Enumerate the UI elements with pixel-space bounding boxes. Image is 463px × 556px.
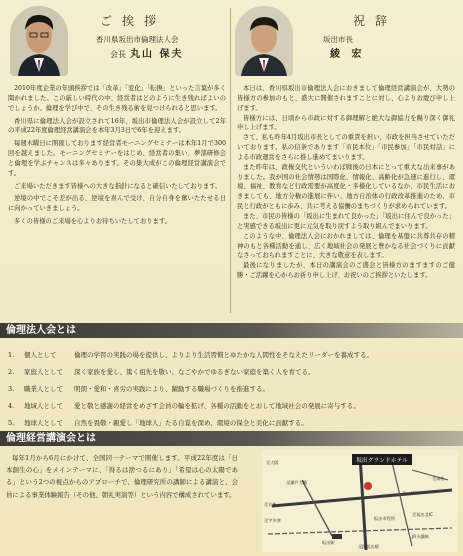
map-label: 至高松 [432, 476, 445, 481]
principle-item [8, 414, 458, 431]
chairman-name: 丸山 保夫 [130, 49, 184, 60]
greeting-heading: ご挨拶 [100, 14, 167, 28]
congrats-paragraph: 本日は、香川県坂出市倫理法人会におきまして倫理経営講演会が、大勢の皆様方の参加のもと、盛大に開催されますことに対し、心よりお慶び申し上げます。 [237, 85, 455, 112]
principle-text: 自然を畏敬・親愛し「地球人」たる自覚を深め、環境の保全と美化に貢献する。 [74, 419, 308, 427]
map-label: 坂出駅 [322, 540, 335, 545]
map-label: 至坂出北IC [412, 512, 433, 517]
map-label: JR予讃線 [412, 534, 429, 539]
principle-title: 職業人として [24, 385, 63, 393]
lecture-section-title: 倫理経営講演会とは [0, 431, 463, 446]
hotel-label: 坂出グランドホテル [352, 454, 412, 465]
greeting-paragraph: ご来場いただきます皆様への大きな指針になると確信いたしております。 [14, 182, 222, 190]
mayor-photo [235, 6, 293, 76]
mayor-title: 坂出市長 [323, 35, 353, 44]
map-label: 至大阪 [266, 460, 279, 465]
map-label: 坂出市役所 [374, 516, 395, 521]
map-label: ローソン [402, 490, 419, 495]
congrats-paragraph: このような中、倫理法人会におかれましては、倫理を基盤に共尊共存の精神のもと各種活動を通し、広く地域社会の発展と豊かなる社会づくりに貢献なさっておられますことに、大きな敬意を表します。 [237, 232, 455, 260]
principle-title: 個人として [24, 351, 57, 359]
principle-title: 地域人として [24, 402, 63, 410]
congrats-paragraph: さて、私も昨年4月坂出市長としての重責を担い、市政を担当させていただいております。私の信条であります「市民本位」「市民参加」「市民対話」による市政運営をさらに推し進めてまいります。 [237, 134, 455, 161]
congrats-paragraph: 最後になりましたが、本日の講演会のご盛会と皆様方のますますのご健勝・ご活躍を心からお祈り申し上げ、お祝いのご挨拶といたします。 [237, 262, 455, 280]
principles-section-title: 倫理法人会とは [0, 323, 463, 338]
chairman-role: 会長 [110, 50, 126, 59]
map-label: 至瀬戸大橋 [286, 480, 307, 485]
map-label: 至丸亀 [264, 502, 277, 507]
lecture-description [6, 452, 238, 501]
greeting-text [8, 84, 226, 227]
principle-title: 家庭人として [24, 368, 63, 376]
greeting-paragraph: 毎週木曜日に開催しております経営者モーニングセミナーは本年1月で300回を越えました。モーニングセミナーをはじめ、経営者の集い、夢部研修会と倫理を学ぶチャンスは多々あります。その集大成がこの倫理経営講演会です。 [8, 140, 226, 177]
principle-text: 深く家族を愛し、篤く祖先を敬い、なごやかでゆるぎない家庭を築く人を育てる。 [74, 368, 315, 376]
greeting-paragraph: 香川県に倫理法人会が設立されて16年、坂出市倫理法人会が設立して2年の平成22年度倫理経営講演会を本年3月3日で6年を迎えます。 [8, 117, 226, 135]
principle-text: 明朗・愛和・喜労の実践により、躍動する職場づくりを推進する。 [74, 385, 269, 393]
greeting-paragraph: 2010年度企業の年頭挨拶では「改革」「変化」「転換」といった言葉が多く聞かれました。この厳しい時代の中、経営者はどのように生き残ればよいのでしょうか。倫理を学び中で、その生き残る術を見つけられると思います。 [8, 85, 226, 112]
greeting-paragraph: 多くの皆様のご来場を心よりお待ちいたしております。 [14, 218, 171, 226]
principle-item [8, 380, 458, 397]
chairman-name-line [110, 45, 183, 60]
principle-number: 1. [8, 350, 15, 359]
mayor-name: 綾 宏 [330, 49, 366, 60]
principle-title: 地球人として [24, 419, 63, 427]
column-divider [230, 8, 231, 313]
principle-item [8, 397, 458, 414]
principle-item [8, 346, 458, 363]
congrats-text [237, 84, 455, 281]
greeting-paragraph: 逆境の中でこそ差が出る、逆境を喜んで受け、自分自身を奮いたたせる日に向かっていきましょう。 [8, 195, 226, 213]
principle-number: 3. [8, 384, 15, 393]
principle-number: 5. [8, 418, 15, 427]
congrats-paragraph: 皆様方には、日頃から市政に対する御理解と絶大な御協力を賜り深く御礼申し上げます。 [237, 114, 455, 132]
map-label: 至宇多津 [264, 518, 281, 523]
access-map [262, 450, 458, 552]
chairman-organization: 香川県坂出市倫理法人会 [96, 35, 179, 44]
congrats-heading: 祝辞 [353, 14, 398, 28]
principle-item [8, 363, 458, 380]
principles-list [8, 346, 458, 431]
chairman-photo [10, 6, 68, 76]
lecture-text: 毎年1月から6月にかけて、全国同一テーマで開催します。平成22年度は「日本創生の心」をメインテーマに、「得るは捨つるにあり」「希望は心の太陽である」という2つの視点からのアプローチで、倫理研究所の講師による講演と、会員による事業体験報告（その他、朝礼実演等）という内容で構成されています。 [6, 454, 238, 499]
principle-text: 愛と敬と感謝の経営をめざす会員の輪を拡げ、各種の活動をとおして地域社会の発展に寄与する。 [74, 402, 360, 410]
congrats-paragraph: また、市民の皆様の「坂出に生まれて良かった」「坂出に住んで良かった」と実感できる坂出に更に元気を取り戻すよう取り組んでまいります。 [237, 212, 455, 230]
principle-number: 4. [8, 401, 15, 410]
congrats-paragraph: また昨年は、政権交代といういわば戦後の日本にとって重大な出来事がありました。我が国の社会情勢は国際化、情報化、高齢化が急速に進行し、環境、福祉、教育など行政需要が高度化・多様化しているなか、市民生活におきましても、地方分権の進展に伴い、地方自治体の行政改革推進のため、市民と行政がともに歩み、共に考える協働のまちづくりが求められています。 [237, 163, 455, 211]
principle-number: 2. [8, 367, 15, 376]
map-label: 至JR坂出駅 [358, 544, 379, 549]
principle-text: 倫理の学習の実践の場を提供し、よりより生活習慣とゆたかな人間性をそなえたリーダーを養成する。 [74, 351, 373, 359]
mayor-name-line [330, 45, 365, 60]
